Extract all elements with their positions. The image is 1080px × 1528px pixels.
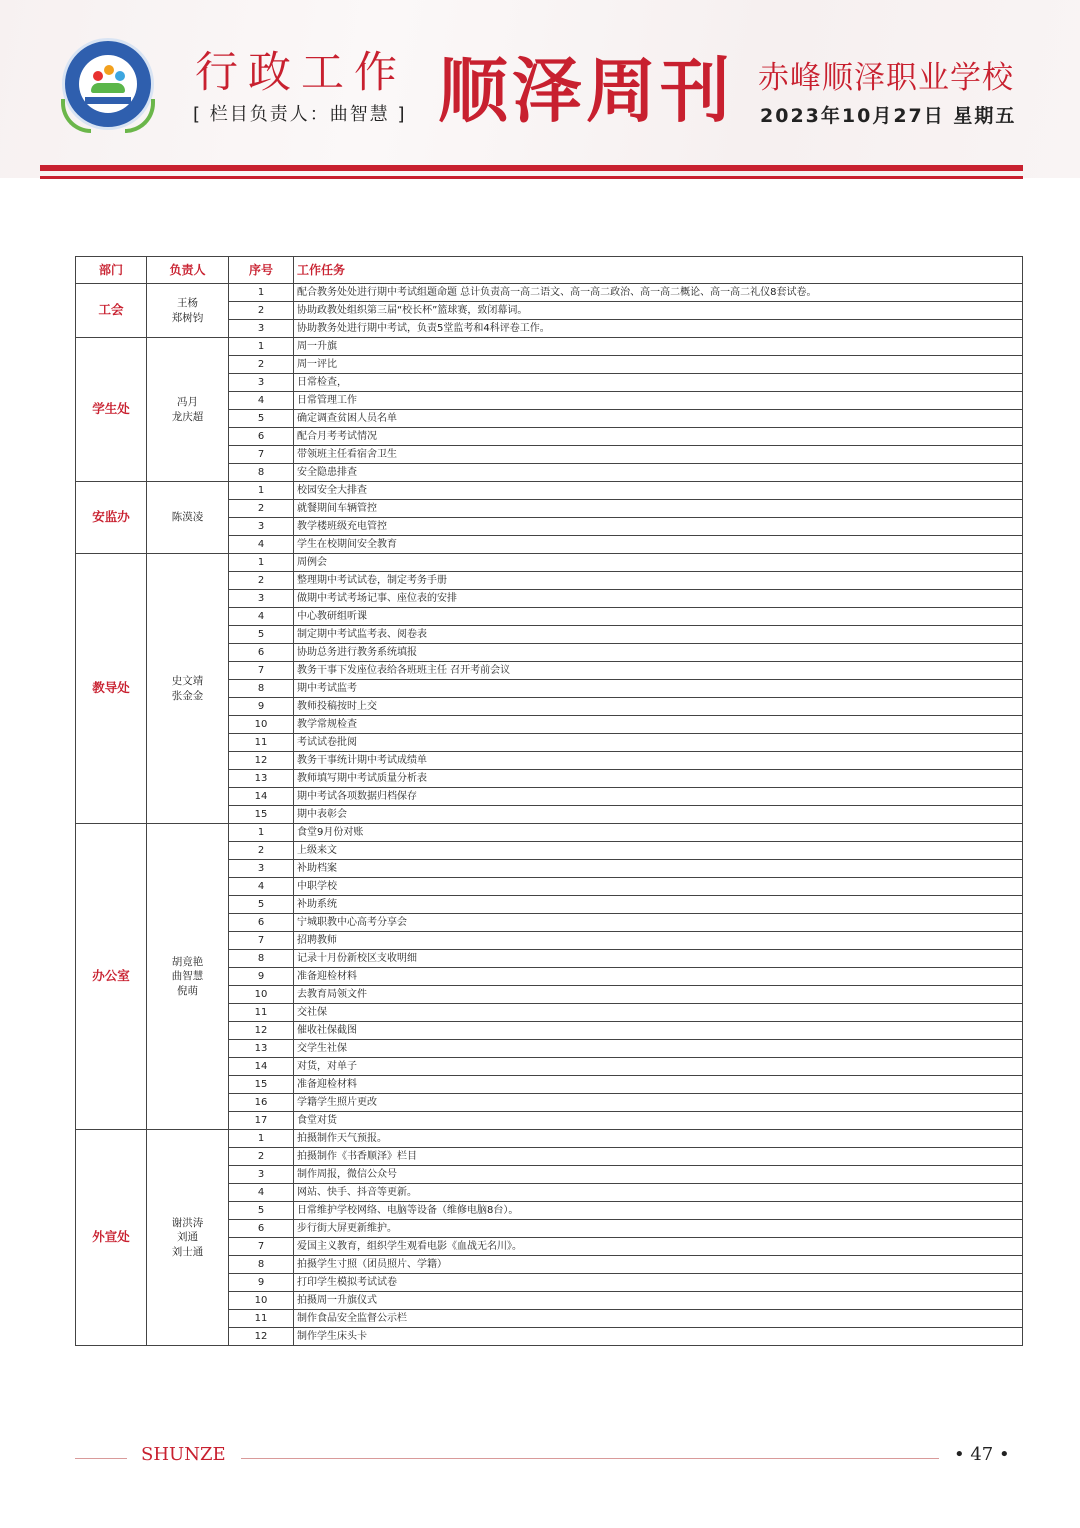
task-index-cell: 10 — [229, 986, 294, 1004]
task-cell: 去教育局领文件 — [294, 986, 1023, 1004]
task-cell: 教师填写期中考试质量分析表 — [294, 770, 1023, 788]
task-index-cell: 2 — [229, 302, 294, 320]
task-index-cell: 4 — [229, 608, 294, 626]
person-name: 曲智慧 — [171, 970, 204, 983]
task-cell: 配合月考考试情况 — [294, 428, 1023, 446]
task-cell: 网站、快手、抖音等更新。 — [294, 1184, 1023, 1202]
task-index-cell: 3 — [229, 374, 294, 392]
footer-rule-left — [75, 1458, 127, 1459]
task-cell: 制定期中考试监考表、阅卷表 — [294, 626, 1023, 644]
task-index-cell: 3 — [229, 518, 294, 536]
issue-date: 2023年10月27日 星期五 — [760, 105, 1017, 127]
task-index-cell: 7 — [229, 446, 294, 464]
task-index-cell: 12 — [229, 1328, 294, 1346]
task-index-cell: 1 — [229, 284, 294, 302]
task-cell: 食堂对货 — [294, 1112, 1023, 1130]
task-index-cell: 5 — [229, 410, 294, 428]
task-cell: 食堂9月份对账 — [294, 824, 1023, 842]
task-cell: 周一升旗 — [294, 338, 1023, 356]
table-body — [76, 284, 1023, 1346]
task-index-cell: 15 — [229, 1076, 294, 1094]
task-cell: 补助系统 — [294, 896, 1023, 914]
person-name: 史文靖 — [171, 675, 204, 688]
task-cell: 日常维护学校网络、电脑等设备（维修电脑8台）。 — [294, 1202, 1023, 1220]
task-cell: 拍摄制作《书香顺泽》栏目 — [294, 1148, 1023, 1166]
task-cell: 拍摄周一升旗仪式 — [294, 1292, 1023, 1310]
task-cell: 教学楼班级充电管控 — [294, 518, 1023, 536]
footer-brand: SHUNZE — [141, 1444, 226, 1465]
task-index-cell: 5 — [229, 896, 294, 914]
task-index-cell: 3 — [229, 1166, 294, 1184]
dept-cell: 学生处 — [76, 338, 147, 482]
task-index-cell: 9 — [229, 1274, 294, 1292]
person-cell — [147, 284, 229, 338]
task-cell: 教务干事统计期中考试成绩单 — [294, 752, 1023, 770]
task-index-cell: 4 — [229, 536, 294, 554]
task-index-cell: 8 — [229, 1256, 294, 1274]
header-task: 工作任务 — [294, 257, 1023, 284]
task-cell: 拍摄制作天气预报。 — [294, 1130, 1023, 1148]
table-row — [76, 482, 1023, 500]
task-index-cell: 3 — [229, 320, 294, 338]
page-number: • 47 • — [954, 1444, 1010, 1465]
task-index-cell: 1 — [229, 338, 294, 356]
task-index-cell: 13 — [229, 770, 294, 788]
task-index-cell: 11 — [229, 1310, 294, 1328]
header-dept: 部门 — [76, 257, 147, 284]
task-index-cell: 8 — [229, 464, 294, 482]
task-cell: 催收社保截图 — [294, 1022, 1023, 1040]
person-name: 刘通 — [177, 1231, 198, 1244]
task-index-cell: 17 — [229, 1112, 294, 1130]
task-cell: 打印学生模拟考试试卷 — [294, 1274, 1023, 1292]
task-cell: 制作周报，微信公众号 — [294, 1166, 1023, 1184]
task-index-cell: 2 — [229, 572, 294, 590]
task-index-cell: 11 — [229, 734, 294, 752]
task-cell: 考试试卷批阅 — [294, 734, 1023, 752]
task-index-cell: 6 — [229, 428, 294, 446]
task-index-cell: 11 — [229, 1004, 294, 1022]
task-cell: 补助档案 — [294, 860, 1023, 878]
task-index-cell: 5 — [229, 1202, 294, 1220]
person-cell — [147, 482, 229, 554]
task-cell: 招聘教师 — [294, 932, 1023, 950]
task-cell: 周例会 — [294, 554, 1023, 572]
task-cell: 教学常规检查 — [294, 716, 1023, 734]
person-cell — [147, 824, 229, 1130]
task-index-cell: 1 — [229, 482, 294, 500]
task-cell: 制作学生床头卡 — [294, 1328, 1023, 1346]
table-row — [76, 338, 1023, 356]
task-cell: 安全隐患排查 — [294, 464, 1023, 482]
task-index-cell: 12 — [229, 1022, 294, 1040]
task-cell: 上级来文 — [294, 842, 1023, 860]
task-cell: 宁城职教中心高考分享会 — [294, 914, 1023, 932]
task-cell: 期中考试各项数据归档保存 — [294, 788, 1023, 806]
header-index: 序号 — [229, 257, 294, 284]
task-index-cell: 1 — [229, 824, 294, 842]
task-cell: 交学生社保 — [294, 1040, 1023, 1058]
task-cell: 协助政教处组织第三届“校长杯”篮球赛，致闭幕词。 — [294, 302, 1023, 320]
task-cell: 日常管理工作 — [294, 392, 1023, 410]
person-name: 张金金 — [171, 689, 204, 702]
task-index-cell: 10 — [229, 1292, 294, 1310]
task-cell: 教务干事下发座位表给各班班主任 召开考前会议 — [294, 662, 1023, 680]
task-cell: 确定调查贫困人员名单 — [294, 410, 1023, 428]
person-name: 谢洪涛 — [171, 1217, 204, 1230]
table-row — [76, 1130, 1023, 1148]
task-cell: 协助总务进行教务系统填报 — [294, 644, 1023, 662]
task-index-cell: 3 — [229, 590, 294, 608]
task-index-cell: 9 — [229, 698, 294, 716]
task-cell: 学生在校期间安全教育 — [294, 536, 1023, 554]
task-cell: 期中表彰会 — [294, 806, 1023, 824]
task-cell: 就餐期间车辆管控 — [294, 500, 1023, 518]
task-cell: 配合教务处处进行期中考试组题命题 总计负责高一高二语文、高一高二政治、高一高二概论、高一高二礼仪8套试卷。 — [294, 284, 1023, 302]
task-cell: 制作食品安全监督公示栏 — [294, 1310, 1023, 1328]
table-row — [76, 554, 1023, 572]
section-editor: [ 栏目负责人：曲智慧 ] — [193, 104, 407, 125]
dept-cell: 外宣处 — [76, 1130, 147, 1346]
task-index-cell: 4 — [229, 392, 294, 410]
task-index-cell: 7 — [229, 932, 294, 950]
footer-rule-right — [241, 1458, 939, 1459]
section-title: 行政工作 — [195, 48, 407, 98]
task-index-cell: 5 — [229, 626, 294, 644]
task-cell: 期中考试监考 — [294, 680, 1023, 698]
person-name: 龙庆超 — [171, 410, 204, 423]
task-index-cell: 12 — [229, 752, 294, 770]
task-index-cell: 8 — [229, 680, 294, 698]
task-cell: 步行街大屏更新维护。 — [294, 1220, 1023, 1238]
task-cell: 协助教务处进行期中考试，负责5堂监考和4科评卷工作。 — [294, 320, 1023, 338]
task-cell: 对货，对单子 — [294, 1058, 1023, 1076]
task-index-cell: 14 — [229, 788, 294, 806]
task-cell: 中职学校 — [294, 878, 1023, 896]
school-logo — [62, 38, 154, 130]
task-index-cell: 6 — [229, 914, 294, 932]
task-index-cell: 2 — [229, 842, 294, 860]
task-index-cell: 7 — [229, 662, 294, 680]
task-cell: 中心教研组听课 — [294, 608, 1023, 626]
task-cell: 爱国主义教育，组织学生观看电影《血战无名川》。 — [294, 1238, 1023, 1256]
task-index-cell: 6 — [229, 644, 294, 662]
task-index-cell: 1 — [229, 1130, 294, 1148]
dept-cell: 办公室 — [76, 824, 147, 1130]
person-name: 王杨 — [177, 297, 198, 310]
task-cell: 周一评比 — [294, 356, 1023, 374]
task-cell: 学籍学生照片更改 — [294, 1094, 1023, 1112]
task-index-cell: 10 — [229, 716, 294, 734]
task-index-cell: 2 — [229, 1148, 294, 1166]
header-rule-thick — [40, 165, 1023, 171]
task-cell: 带领班主任看宿舍卫生 — [294, 446, 1023, 464]
task-index-cell: 7 — [229, 1238, 294, 1256]
task-index-cell: 13 — [229, 1040, 294, 1058]
task-index-cell: 1 — [229, 554, 294, 572]
task-cell: 拍摄学生寸照（团员照片、学籍） — [294, 1256, 1023, 1274]
person-name: 胡竟艳 — [171, 956, 204, 969]
person-cell — [147, 338, 229, 482]
person-cell — [147, 554, 229, 824]
task-index-cell: 2 — [229, 500, 294, 518]
task-cell: 日常检查， — [294, 374, 1023, 392]
person-name: 郑树钧 — [171, 311, 204, 324]
task-index-cell: 8 — [229, 950, 294, 968]
task-index-cell: 4 — [229, 1184, 294, 1202]
task-cell: 交社保 — [294, 1004, 1023, 1022]
task-cell: 做期中考试考场记事、座位表的安排 — [294, 590, 1023, 608]
task-index-cell: 3 — [229, 860, 294, 878]
person-cell — [147, 1130, 229, 1346]
person-name: 刘士通 — [171, 1245, 204, 1258]
task-index-cell: 15 — [229, 806, 294, 824]
header-rule-thin — [40, 176, 1023, 179]
task-index-cell: 14 — [229, 1058, 294, 1076]
magazine-title: 顺泽周刊 — [438, 50, 734, 132]
person-name: 陈漠凌 — [171, 511, 204, 524]
dept-cell: 安监办 — [76, 482, 147, 554]
task-index-cell: 6 — [229, 1220, 294, 1238]
person-name: 倪萌 — [177, 984, 198, 997]
task-index-cell: 2 — [229, 356, 294, 374]
task-cell: 教师投稿按时上交 — [294, 698, 1023, 716]
task-index-cell: 9 — [229, 968, 294, 986]
table-header-row — [76, 257, 1023, 284]
task-cell: 准备迎检材料 — [294, 1076, 1023, 1094]
table-row — [76, 824, 1023, 842]
task-index-cell: 4 — [229, 878, 294, 896]
dept-cell: 教导处 — [76, 554, 147, 824]
header-person: 负责人 — [147, 257, 229, 284]
table-row — [76, 284, 1023, 302]
task-cell: 整理期中考试试卷，制定考务手册 — [294, 572, 1023, 590]
school-name: 赤峰顺泽职业学校 — [758, 60, 1014, 96]
task-index-cell: 16 — [229, 1094, 294, 1112]
task-cell: 准备迎检材料 — [294, 968, 1023, 986]
work-task-table — [75, 256, 1023, 1346]
task-cell: 记录十月份新校区支收明细 — [294, 950, 1023, 968]
person-name: 冯月 — [177, 396, 198, 409]
task-cell: 校园安全大排查 — [294, 482, 1023, 500]
dept-cell: 工会 — [76, 284, 147, 338]
